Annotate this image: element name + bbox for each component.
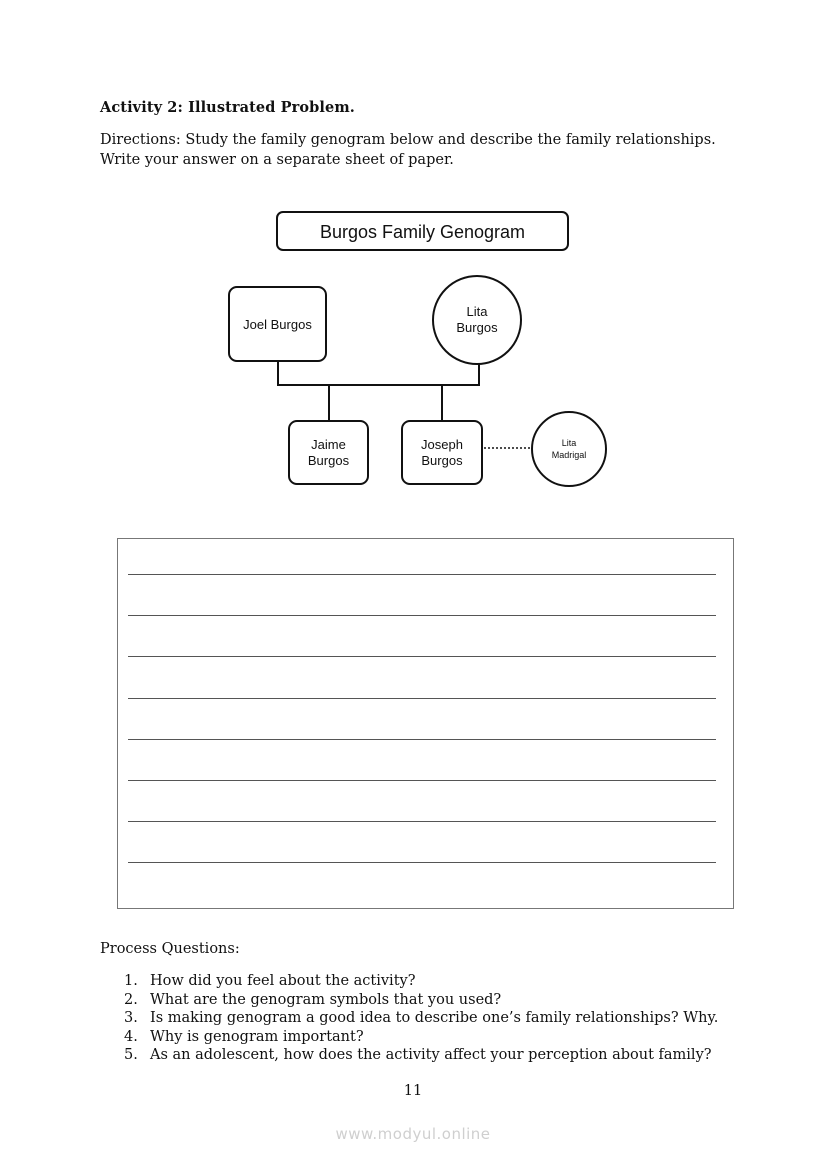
question-text: Is making genogram a good idea to describe one’s family relationships? Why.	[150, 1010, 719, 1026]
member-name-line: Burgos	[456, 320, 498, 335]
member-lita-burgos	[433, 276, 521, 364]
process-question	[124, 972, 718, 991]
genogram-diagram	[0, 0, 826, 520]
member-name-line: Madrigal	[551, 450, 587, 460]
answer-box[interactable]	[117, 538, 734, 909]
process-question	[124, 1009, 718, 1028]
process-question	[124, 1028, 718, 1047]
question-number: 2.	[124, 991, 138, 1008]
answer-line	[128, 739, 716, 740]
member-name-line: Jaime	[311, 437, 346, 452]
directions-text: Directions: Study the family genogram below and describe the family relationships. Write your answer on a separate sheet of paper.	[100, 132, 716, 168]
question-text: As an adolescent, how does the activity affect your perception about family?	[150, 1047, 712, 1063]
member-name-line: Burgos	[421, 453, 463, 468]
question-number: 1.	[124, 973, 138, 989]
question-text: How did you feel about the activity?	[150, 973, 416, 989]
answer-line	[128, 780, 716, 781]
process-question	[124, 991, 718, 1010]
process-questions-title: Process Questions:	[100, 941, 240, 957]
answer-line	[128, 821, 716, 822]
member-name-line: Joseph	[421, 437, 463, 452]
answer-line	[128, 862, 716, 863]
page-number: 11	[403, 1083, 423, 1099]
genogram-title: Burgos Family Genogram	[319, 222, 526, 242]
member-lita-madrigal	[532, 412, 606, 486]
question-text: What are the genogram symbols that you used?	[150, 991, 502, 1008]
answer-line	[128, 615, 716, 616]
question-number: 4.	[124, 1028, 138, 1045]
question-number: 5.	[124, 1047, 138, 1063]
member-name-line: Lita	[561, 438, 577, 448]
member-jaime-burgos	[289, 421, 368, 484]
member-joel-burgos	[229, 287, 326, 361]
female-circle-symbol	[532, 412, 606, 486]
answer-line	[128, 574, 716, 575]
question-text: Why is genogram important?	[150, 1028, 364, 1045]
process-question	[124, 1046, 718, 1065]
activity-title: Activity 2: Illustrated Problem.	[100, 99, 355, 116]
question-number: 3.	[124, 1010, 138, 1026]
watermark: www.modyul.online	[335, 1125, 491, 1143]
member-name-line: Lita	[466, 304, 488, 319]
member-name-line: Burgos	[307, 453, 350, 468]
member-joseph-burgos	[402, 421, 482, 484]
member-name-line: Joel Burgos	[243, 317, 312, 332]
answer-line	[128, 698, 716, 699]
answer-line	[128, 656, 716, 657]
family-connectors	[277, 361, 480, 421]
process-questions-list	[124, 972, 718, 1065]
